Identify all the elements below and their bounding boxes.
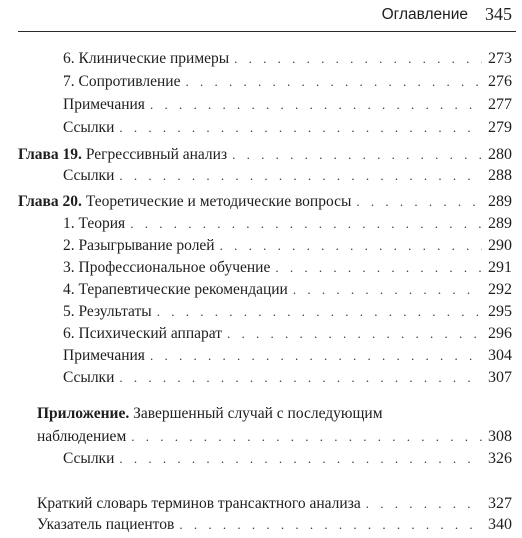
toc-appendix-title — [37, 405, 383, 423]
leader-dots — [179, 517, 482, 533]
toc-entry-title: Указатель пациентов — [37, 516, 175, 533]
toc-entry[interactable] — [63, 369, 512, 391]
toc-entry-page: 280 — [488, 146, 512, 163]
toc-entry[interactable] — [63, 167, 512, 189]
toc-entry-page: 340 — [488, 516, 512, 533]
leader-dots — [185, 74, 482, 90]
leader-dots — [150, 348, 482, 364]
running-head — [18, 0, 516, 34]
appendix-label: Приложение. — [37, 405, 130, 422]
leader-dots — [275, 260, 482, 276]
toc-entry-title — [18, 146, 227, 164]
toc-entry[interactable] — [37, 495, 512, 517]
toc-entry-page: 276 — [488, 73, 512, 90]
chapter-number: Глава 20. — [18, 193, 82, 210]
toc-entry[interactable] — [63, 96, 512, 118]
leader-dots — [119, 370, 482, 386]
toc-entry-title: наблюдением — [37, 428, 127, 445]
leader-dots — [366, 496, 482, 512]
chapter-title: Теоретические и методические вопросы — [81, 193, 352, 210]
toc-entry-page: 289 — [488, 193, 512, 210]
toc-entry[interactable] — [63, 237, 512, 259]
toc-entry-title: Ссылки — [63, 369, 115, 386]
leader-dots — [131, 429, 482, 445]
toc-entry[interactable] — [63, 259, 512, 281]
toc-entry[interactable] — [63, 347, 512, 369]
toc-entry-title: Ссылки — [63, 119, 115, 136]
toc-entry-title: Примечания — [63, 96, 145, 113]
toc-entry-page: 326 — [488, 450, 512, 467]
toc-entry-page: 296 — [488, 325, 512, 342]
toc-entry-title: 6. Психический аппарат — [63, 325, 222, 342]
toc-entry-page: 308 — [488, 428, 512, 445]
leader-dots — [130, 216, 482, 232]
leader-dots — [293, 282, 482, 298]
toc-entry-title: Ссылки — [63, 167, 115, 184]
leader-dots — [119, 168, 482, 184]
toc-entry-title — [18, 193, 351, 211]
running-head-page-number: 345 — [485, 4, 512, 24]
toc-entry[interactable] — [63, 303, 512, 325]
appendix-title: Завершенный случай с последующим — [129, 405, 383, 422]
toc-entry[interactable] — [63, 119, 512, 141]
leader-dots — [232, 147, 482, 163]
leader-dots — [119, 451, 482, 467]
toc-entry[interactable] — [63, 281, 512, 303]
toc-entry-page: 288 — [488, 167, 512, 184]
leader-dots — [234, 51, 482, 67]
toc-entry[interactable] — [63, 50, 512, 72]
chapter-number: Глава 19. — [18, 146, 82, 163]
toc-entry-page: 304 — [488, 347, 512, 364]
toc-entry-page: 289 — [488, 215, 512, 232]
toc-entry-title: Краткий словарь терминов трансактного анализа — [37, 495, 361, 512]
leader-dots — [157, 304, 482, 320]
toc-entry[interactable] — [37, 516, 512, 538]
toc-entry[interactable] — [63, 325, 512, 347]
toc-entry-page: 307 — [488, 369, 512, 386]
toc-chapter-entry[interactable] — [18, 193, 512, 215]
toc-entry-title: 3. Профессиональное обучение — [63, 259, 271, 276]
toc-entry[interactable] — [63, 73, 512, 95]
running-head-title: Оглавление — [381, 6, 468, 23]
toc-entry-title: 4. Терапевтические рекомендации — [63, 281, 288, 298]
toc-entry[interactable] — [63, 215, 512, 237]
header-rule — [18, 31, 516, 32]
toc-entry-page: 295 — [488, 303, 512, 320]
leader-dots — [227, 326, 482, 342]
toc-entry-page: 292 — [488, 281, 512, 298]
toc-entry-title: Ссылки — [63, 450, 115, 467]
toc-entry[interactable] — [63, 450, 512, 472]
toc-chapter-entry[interactable] — [18, 146, 512, 168]
leader-dots — [356, 194, 482, 210]
toc-appendix-entry[interactable] — [37, 428, 512, 450]
leader-dots — [220, 238, 482, 254]
toc-entry-title: 2. Разыгрывание ролей — [63, 237, 215, 254]
toc-entry-page: 290 — [488, 237, 512, 254]
toc-entry-page: 273 — [488, 50, 512, 67]
toc-entry-page: 279 — [488, 119, 512, 136]
toc-entry-title: 1. Теория — [63, 215, 126, 232]
toc-entry-title: 5. Результаты — [63, 303, 152, 320]
toc-entry-title: 7. Сопротивление — [63, 73, 181, 90]
toc-entry-title: Примечания — [63, 347, 145, 364]
chapter-title: Регрессивный анализ — [81, 146, 228, 163]
toc-entry-title: 6. Клинические примеры — [63, 50, 230, 67]
toc-entry-page: 291 — [488, 259, 512, 276]
toc-entry-page: 277 — [488, 96, 512, 113]
leader-dots — [150, 97, 482, 113]
toc-entry-page: 327 — [488, 495, 512, 512]
leader-dots — [119, 120, 482, 136]
